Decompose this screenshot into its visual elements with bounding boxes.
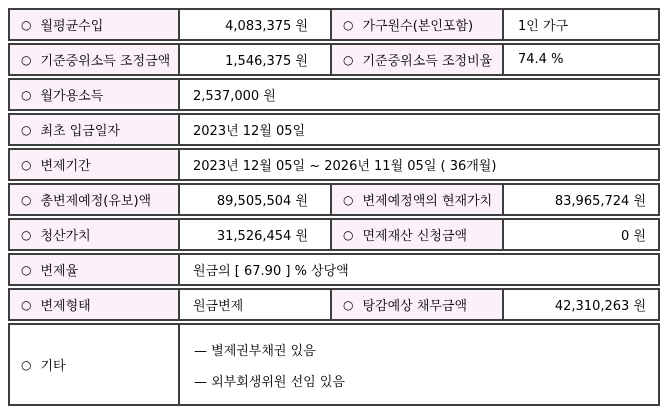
- circle-bullet-icon: ○: [21, 18, 32, 32]
- row-label: 탕감예상 채무금액: [362, 299, 468, 314]
- row-value-cell: 1인 가구: [504, 8, 660, 41]
- row-label-cell: [332, 183, 504, 216]
- row-value-cell: 31,526,454 원: [180, 218, 332, 251]
- table-row-repayment-rate: [8, 253, 660, 286]
- table-row-repayment-period: [8, 148, 660, 181]
- row-label-cell: [8, 8, 180, 41]
- row-label-cell: [332, 288, 504, 321]
- circle-bullet-icon: ○: [343, 18, 354, 32]
- row-value-cell: 74.4 %: [504, 43, 660, 76]
- row-label-cell: [8, 78, 180, 111]
- circle-bullet-icon: ○: [21, 298, 32, 312]
- row-value-cell: 89,505,504 원: [180, 183, 332, 216]
- circle-bullet-icon: ○: [343, 53, 354, 67]
- circle-bullet-icon: ○: [343, 298, 354, 312]
- row-label: 월평균수입: [40, 19, 104, 34]
- circle-bullet-icon: ○: [21, 263, 32, 277]
- row-label: 변제형태: [40, 299, 91, 314]
- row-value-cell: 83,965,724 원: [504, 183, 660, 216]
- row-label: 면제재산 신청금액: [362, 229, 468, 244]
- row-value-cell: 2023년 12월 05일 ~ 2026년 11월 05일 ( 36개월): [180, 148, 660, 181]
- row-label: 변제예정액의 현재가치: [362, 194, 493, 209]
- row-label: 기준중위소득 조정비율: [362, 54, 493, 69]
- row-label: 가구원수(본인포함): [362, 19, 474, 34]
- table-row-etc: [8, 323, 660, 406]
- repayment-summary-table: [8, 6, 660, 408]
- row-value-cell: 2023년 12월 05일: [180, 113, 660, 146]
- circle-bullet-icon: ○: [343, 193, 354, 207]
- row-label-cell: [8, 148, 180, 181]
- row-label-cell: [8, 288, 180, 321]
- circle-bullet-icon: ○: [21, 158, 32, 172]
- table-row-monthly-income: [8, 8, 660, 41]
- table-row-first-deposit-date: [8, 113, 660, 146]
- row-label: 총변제예정(유보)액: [40, 194, 152, 209]
- etc-notes: [180, 340, 658, 390]
- row-label: 기타: [40, 359, 66, 374]
- circle-bullet-icon: ○: [21, 358, 32, 372]
- row-label-cell: [8, 43, 180, 76]
- table-row-total-expected-repayment: [8, 183, 660, 216]
- row-value-cell: 1,546,375 원: [180, 43, 332, 76]
- row-label-cell: [8, 218, 180, 251]
- circle-bullet-icon: ○: [21, 88, 32, 102]
- table-row-median-income-adjusted: [8, 43, 660, 76]
- table-row-disposable-income: [8, 78, 660, 111]
- circle-bullet-icon: ○: [21, 53, 32, 67]
- row-value-cell: 원금의 [ 67.90 ] % 상당액: [180, 253, 660, 286]
- row-value-cell: [180, 323, 660, 406]
- row-label: 기준중위소득 조정금액: [40, 54, 171, 69]
- row-label: 변제율: [40, 264, 79, 279]
- row-label: 청산가치: [40, 229, 91, 244]
- row-label-cell: [8, 323, 180, 406]
- row-label: 변제기간: [40, 159, 91, 174]
- etc-note-line: — 별제권부채권 있음: [194, 343, 316, 359]
- row-value-cell: 4,083,375 원: [180, 8, 332, 41]
- row-label: 월가용소득: [40, 89, 104, 104]
- table-row-repayment-type: [8, 288, 660, 321]
- etc-note-line: — 외부회생위원 선임 있음: [194, 374, 345, 390]
- row-label-cell: [8, 183, 180, 216]
- circle-bullet-icon: ○: [21, 123, 32, 137]
- row-label-cell: [8, 113, 180, 146]
- row-label: 최초 입금일자: [40, 124, 120, 139]
- row-label-cell: [332, 218, 504, 251]
- circle-bullet-icon: ○: [21, 228, 32, 242]
- row-value-cell: 42,310,263 원: [504, 288, 660, 321]
- row-label-cell: [332, 8, 504, 41]
- row-label-cell: [8, 253, 180, 286]
- circle-bullet-icon: ○: [21, 193, 32, 207]
- row-value-cell: 원금변제: [180, 288, 332, 321]
- table-row-liquidation-value: [8, 218, 660, 251]
- row-value-cell: 2,537,000 원: [180, 78, 660, 111]
- circle-bullet-icon: ○: [343, 228, 354, 242]
- row-label-cell: [332, 43, 504, 76]
- row-value-cell: 0 원: [504, 218, 660, 251]
